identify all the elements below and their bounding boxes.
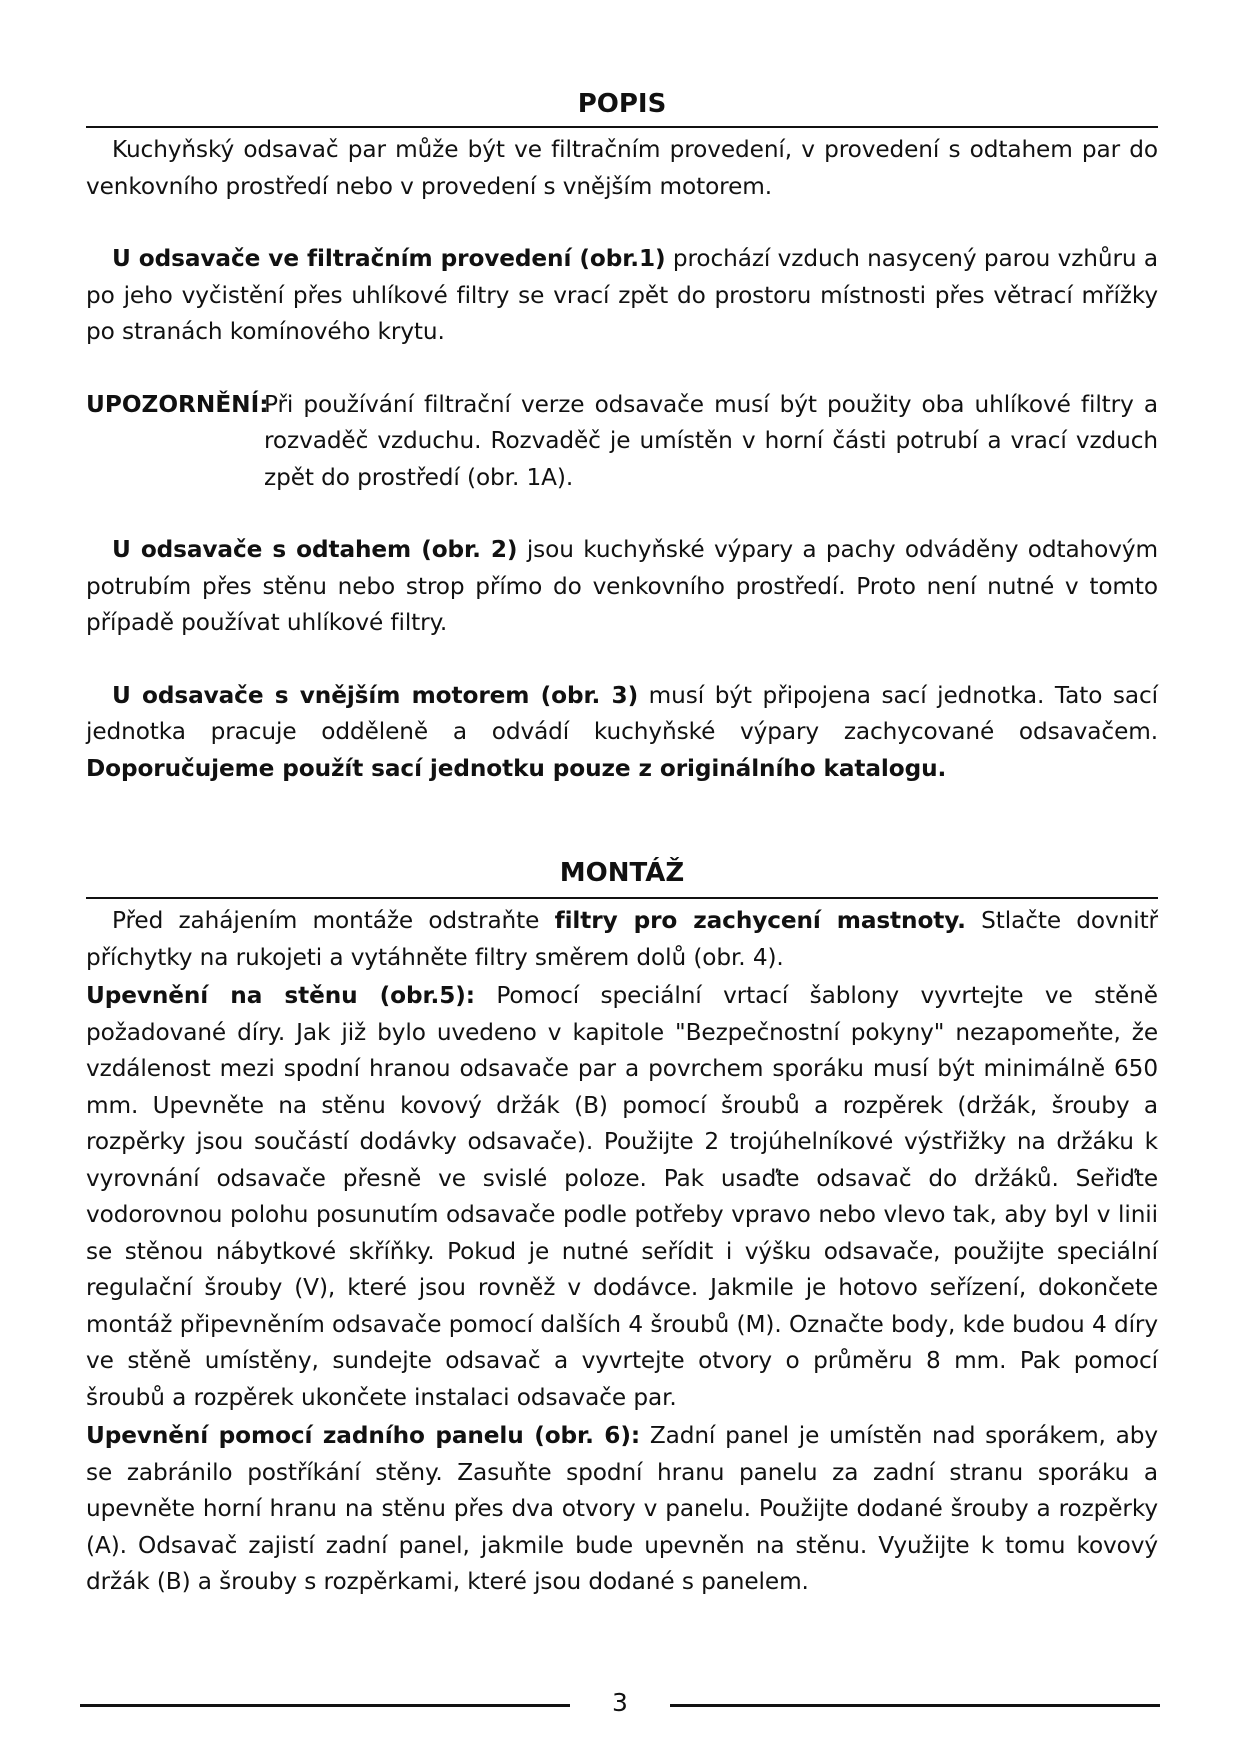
paragraph-external-motor: U odsavače s vnějším motorem (obr. 3) musí být připojena sací jednotka. Tato sací jednotka pracuje odděleně a odvádí kuchyňské výpary zachycované odsavačem. Doporučujeme použít sací jednotku pouze z originálního katalogu. (86, 681, 1158, 782)
page-content (86, 0, 1158, 1601)
footer-rule-right (670, 1704, 1160, 1707)
warning-block (86, 387, 1158, 497)
warning-label: UPOZORNĚNÍ: (86, 390, 269, 418)
paragraph-back-panel-mounting: Upevnění pomocí zadního panelu (obr. 6): Zadní panel je umístěn nad sporákem, aby se zabránilo postříkání stěny. Zasuňte spodní hranu panelu za zadní stranu sporáku a upevněte horní hranu na stěnu přes dva otvory v panelu. Použijte dodané šrouby a rozpěrky (A). Odsavač zajistí zadní panel, jakmile bude upevněn na stěnu. Využijte k tomu kovový držák (B) a šrouby s rozpěrkami, které jsou dodané s panelem. (86, 1422, 1158, 1595)
section-title-montaz: MONTÁŽ (559, 858, 685, 888)
page-number: 3 (612, 1688, 628, 1717)
paragraph-filter-version: U odsavače ve filtračním provedení (obr.1) prochází vzduch nasycený parou vzhůru a po jeho vyčistění přes uhlíkové filtry se vrací zpět do prostoru místnosti přes větrací mřížky po stranách komínového krytu. (86, 245, 1159, 345)
paragraph-wall-mounting: Upevnění na stěnu (obr.5): Pomocí speciální vrtací šablony vyvrtejte ve stěně požadované díry. Jak již bylo uvedeno v kapitole "Bezpečnostní pokyny" nezapomeňte, že vzdálenost mezi spodní hranou odsavače par a povrchem sporáku musí být minimálně 650 mm. Upevněte na stěnu kovový držák (B) pomocí šroubů a rozpěrek (držák, šrouby a rozpěrky jsou součástí dodávky odsavače). Použijte 2 trojúhelníkové výstřižky na držáku k vyrovnání odsavače přesně ve svislé poloze. Pak usaďte odsavač do držáků. Seřiďte vodorovnou polohu posunutím odsavače podle potřeby vpravo nebo vlevo tak, aby byl v linii se stěnou nábytkové skříňky. Pokud je nutné seřídit i výšku odsavače, použijte speciální regulační šrouby (V), které jsou rovněž v dodávce. Jakmile je hotovo seřízení, dokončete montáž připevněním odsavače pomocí dalších 4 šroubů (M). Označte body, kde budou 4 díry ve stěně umístěny, sundejte odsavač a vyvrtejte otvory o průměru 8 mm. Pak pomocí šroubů a rozpěrek ukončete instalaci odsavače par. (86, 982, 1158, 1411)
page-footer (80, 1684, 1160, 1724)
warning-text: Při používání filtrační verze odsavače musí být použity oba uhlíkové filtry a rozvaděč vzduchu. Rozvaděč je umístěn v horní části potrubí a vrací vzduch zpět do prostředí (obr. 1A). (264, 390, 1158, 491)
paragraph-remove-filters: Před zahájením montáže odstraňte filtry pro zachycení mastnoty. Stlačte dovnitř příchytky na rukojeti a vytáhněte filtry směrem dolů (obr. 4). (86, 907, 1158, 971)
paragraph-exhaust-version: U odsavače s odtahem (obr. 2) jsou kuchyňské výpary a pachy odváděny odtahovým potrubím přes stěnu nebo strop přímo do venkovního prostředí. Proto není nutné v tomto případě používat uhlíkové filtry. (86, 536, 1158, 636)
section-title-popis: POPIS (577, 89, 667, 119)
paragraph-intro: Kuchyňský odsavač par může být ve filtračním provedení, v provedení s odtahem par do venkovního prostředí nebo v provedení s vnějším motorem. (86, 136, 1158, 200)
footer-rule-left (80, 1704, 570, 1707)
